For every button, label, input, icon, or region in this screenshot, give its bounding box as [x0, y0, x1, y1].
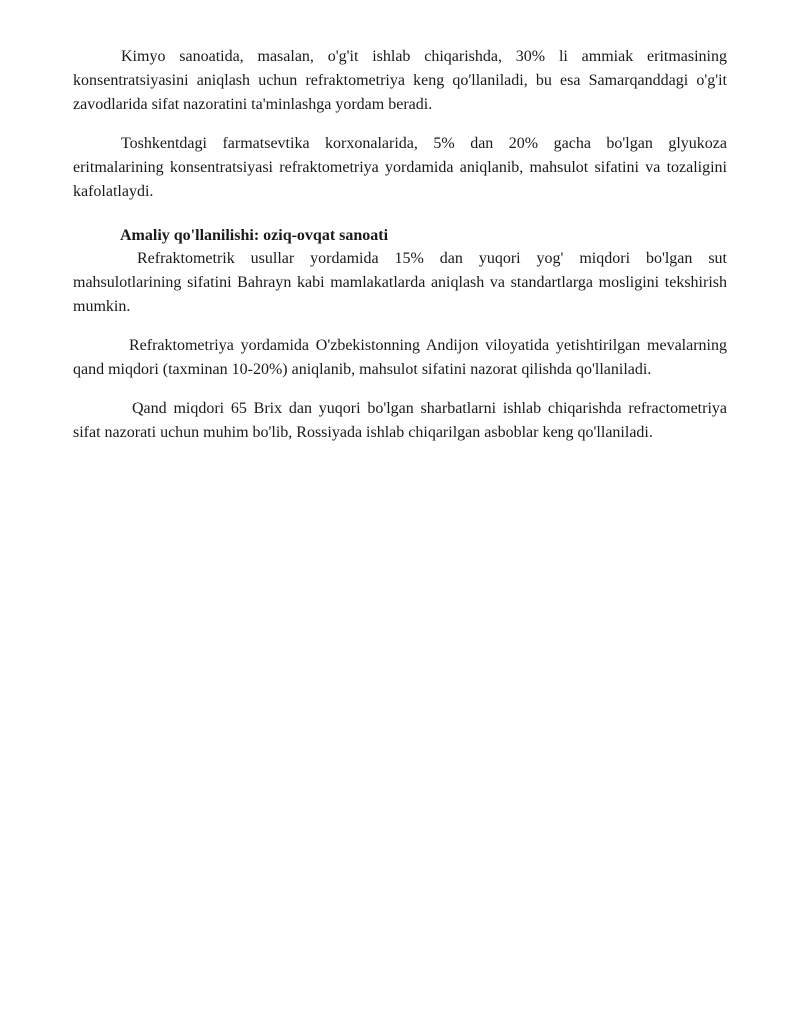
paragraph-fertilizer: Kimyo sanoatida, masalan, o'g'it ishlab chiqarishda, 30% li ammiak eritmasining konsentratsiyasini aniqlash uchun refraktometriya keng qo'llaniladi, bu esa Samarqanddagi o'g'it zavodlarida sifat nazoratini ta'minlashga yordam beradi. — [73, 48, 727, 113]
paragraph-fruits: Refraktometriya yordamida O'zbekistonning Andijon viloyatida yetishtirilgan mevalarning qand miqdori (taxminan 10-20%) aniqlanib, mahsulot sifatini nazorat qilishda qo'llaniladi. — [73, 337, 727, 378]
paragraph-pharmaceutical: Toshkentdagi farmatsevtika korxonalarida, 5% dan 20% gacha bo'lgan glyukoza eritmalarining konsentratsiyasi refraktometriya yordamida aniqlanib, mahsulot sifatini va tozaligini kafolatlaydi. — [73, 135, 727, 200]
document-page — [73, 45, 727, 445]
section-heading: Amaliy qo'llanilishi: oziq-ovqat sanoati — [120, 227, 389, 244]
paragraph-juices: Qand miqdori 65 Brix dan yuqori bo'lgan sharbatlarni ishlab chiqarishda refractometriya sifat nazorati uchun muhim bo'lib, Rossiyada ishlab chiqarilgan asboblar keng qo'llaniladi. — [73, 400, 727, 441]
paragraph-dairy: Refraktometrik usullar yordamida 15% dan yuqori yog' miqdori bo'lgan sut mahsulotlarining sifatini Bahrayn kabi mamlakatlarda aniqlash va standartlarga mosligini tekshirish mumkin. — [73, 250, 727, 315]
